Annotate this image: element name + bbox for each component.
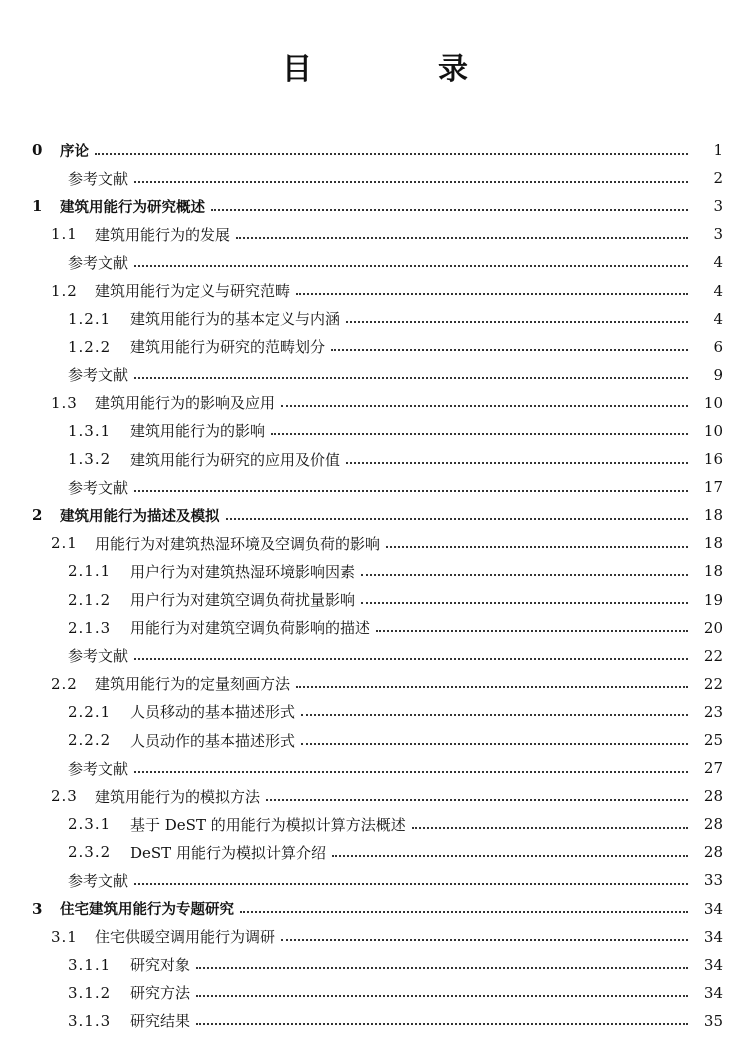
dot-leader: [196, 980, 688, 997]
toc-entry[interactable]: [0, 586, 750, 614]
toc-entry-number: 1.3.2: [68, 450, 112, 469]
toc-entry-label: 住宅供暖空调用能行为调研: [95, 928, 276, 947]
toc-entry[interactable]: [0, 810, 750, 838]
toc-entry-label: 参考文献: [68, 647, 129, 666]
dot-leader: [271, 418, 688, 435]
toc-entry-page-number: 4: [713, 309, 723, 328]
toc-entry-label: 用户行为对建筑空调负荷扰量影响: [130, 591, 356, 610]
toc-entry[interactable]: [0, 276, 750, 304]
toc-entry[interactable]: [0, 136, 750, 164]
toc-entry-page-number: 17: [703, 478, 723, 497]
toc-entry-number: 2.1.2: [68, 590, 112, 609]
toc-entry-label: 研究方法: [130, 984, 191, 1003]
toc-entry-number: 2.1: [51, 534, 78, 553]
toc-entry-label: 参考文献: [68, 759, 129, 778]
dot-leader: [134, 362, 688, 379]
toc-entry-number: 1.3.1: [68, 421, 112, 440]
toc-entry-number: 1.2.2: [68, 337, 112, 356]
toc-entry-page-number: 27: [703, 759, 723, 778]
toc-entry-label: 人员移动的基本描述形式: [130, 703, 296, 722]
toc-entry[interactable]: [0, 305, 750, 333]
toc-entry[interactable]: [0, 670, 750, 698]
toc-entry-label: 序论: [60, 143, 89, 160]
toc-entry[interactable]: [0, 333, 750, 361]
toc-entry-references[interactable]: [0, 248, 750, 276]
toc-entry-number: 2: [32, 506, 43, 525]
toc-entry-page-number: 23: [703, 702, 723, 721]
toc-entry-number: 3.1.2: [68, 983, 112, 1002]
toc-entry-references[interactable]: [0, 164, 750, 192]
toc-entry-label: 建筑用能行为的模拟方法: [95, 787, 261, 806]
toc-entry-label: 参考文献: [68, 253, 129, 272]
toc-entry-references[interactable]: [0, 754, 750, 782]
toc-entry-number: 1.3: [51, 393, 78, 412]
toc-entry[interactable]: [0, 445, 750, 473]
toc-entry[interactable]: [0, 529, 750, 557]
dot-leader: [236, 222, 688, 239]
toc-entry-page-number: 34: [703, 899, 723, 918]
toc-entry-number: 2.2.2: [68, 731, 112, 750]
dot-leader: [346, 447, 688, 464]
dot-leader: [296, 671, 688, 688]
toc-entry-page-number: 6: [713, 337, 723, 356]
toc-entry-label: 建筑用能行为定义与研究范畴: [95, 282, 291, 301]
toc-entry-label: 基于 DeST 的用能行为模拟计算方法概述: [130, 815, 406, 834]
toc-entry-number: 2.3: [51, 787, 78, 806]
toc-entry-page-number: 25: [703, 731, 723, 750]
toc-entry-page-number: 16: [703, 450, 723, 469]
toc-entry-page-number: 10: [703, 421, 723, 440]
dot-leader: [281, 924, 688, 941]
toc-entry[interactable]: [0, 557, 750, 585]
toc-entry-label: 建筑用能行为的影响及应用: [95, 394, 276, 413]
toc-entry-label: 建筑用能行为研究的应用及价值: [130, 450, 341, 469]
dot-leader: [386, 531, 688, 548]
dot-leader: [332, 840, 688, 857]
toc-entry-page-number: 3: [713, 197, 723, 216]
dot-leader: [196, 1008, 688, 1025]
toc-entry-number: 3.1.1: [68, 955, 112, 974]
dot-leader: [301, 728, 688, 745]
toc-entry-number: 2.1.3: [68, 618, 112, 637]
toc-entry-page-number: 20: [703, 618, 723, 637]
toc-entry-page-number: 28: [703, 843, 723, 862]
toc-entry[interactable]: [0, 417, 750, 445]
toc-entry[interactable]: [0, 951, 750, 979]
toc-entry[interactable]: [0, 895, 750, 923]
dot-leader: [134, 250, 688, 267]
toc-entry-label: 参考文献: [68, 478, 129, 497]
dot-leader: [331, 334, 688, 351]
toc-entry[interactable]: [0, 220, 750, 248]
toc-entry-page-number: 28: [703, 815, 723, 834]
toc-entry[interactable]: [0, 501, 750, 529]
toc-entry-label: 建筑用能行为研究概述: [60, 199, 205, 216]
dot-leader: [301, 699, 688, 716]
toc-entry-label: 住宅建筑用能行为专题研究: [60, 902, 234, 919]
toc-entry-page-number: 1: [713, 141, 723, 160]
toc-entry-page-number: 28: [703, 787, 723, 806]
toc-entry[interactable]: [0, 782, 750, 810]
toc-entry-label: DeST 用能行为模拟计算介绍: [130, 843, 326, 862]
toc-entry[interactable]: [0, 979, 750, 1007]
toc-entry-page-number: 22: [703, 646, 723, 665]
toc-entry-page-number: 34: [703, 927, 723, 946]
dot-leader: [134, 756, 688, 773]
toc-entry-number: 2.2.1: [68, 702, 112, 721]
toc-entry[interactable]: [0, 389, 750, 417]
toc-entry-page-number: 4: [713, 253, 723, 272]
toc-entry-label: 参考文献: [68, 169, 129, 188]
toc-entry[interactable]: [0, 1007, 750, 1035]
toc-entry-number: 1: [32, 197, 43, 216]
toc-entry-label: 建筑用能行为的定量刻画方法: [95, 675, 291, 694]
dot-leader: [376, 615, 688, 632]
dot-leader: [346, 306, 688, 323]
dot-leader: [95, 138, 688, 155]
toc-entry-number: 1.2.1: [68, 309, 112, 328]
dot-leader: [296, 278, 688, 295]
toc-entry-page-number: 19: [703, 590, 723, 609]
dot-leader: [412, 812, 688, 829]
dot-leader: [240, 896, 688, 913]
toc-entry-number: 2.3.2: [68, 843, 112, 862]
toc-entry-number: 1.1: [51, 225, 78, 244]
toc-entry-label: 人员动作的基本描述形式: [130, 731, 296, 750]
toc-entry-page-number: 33: [703, 871, 723, 890]
dot-leader: [226, 503, 689, 520]
toc-entry-number: 2.2: [51, 674, 78, 693]
toc-entry-page-number: 22: [703, 674, 723, 693]
toc-entry-number: 3: [32, 899, 43, 918]
toc-entry-page-number: 4: [713, 281, 723, 300]
toc-entry[interactable]: [0, 923, 750, 951]
dot-leader: [211, 194, 688, 211]
dot-leader: [361, 587, 688, 604]
toc-entry-page-number: 34: [703, 983, 723, 1002]
toc-entry[interactable]: [0, 614, 750, 642]
toc-entry-number: 0: [32, 141, 43, 160]
toc-entry-references[interactable]: [0, 642, 750, 670]
toc-entry-page-number: 9: [713, 365, 723, 384]
dot-leader: [134, 643, 688, 660]
toc-entry-page-number: 34: [703, 955, 723, 974]
toc-entry-label: 建筑用能行为研究的范畴划分: [130, 338, 326, 357]
dot-leader: [266, 784, 688, 801]
toc-entry-label: 参考文献: [68, 366, 129, 385]
toc-entry-label: 建筑用能行为描述及模拟: [60, 508, 220, 525]
toc-entry-page-number: 18: [703, 534, 723, 553]
table-of-contents: [0, 136, 750, 1035]
toc-entry-page-number: 18: [703, 562, 723, 581]
toc-entry-references[interactable]: [0, 361, 750, 389]
toc-entry-number: 2.1.1: [68, 562, 112, 581]
toc-entry-page-number: 3: [713, 225, 723, 244]
toc-entry-page-number: 10: [703, 393, 723, 412]
toc-entry-number: 1.2: [51, 281, 78, 300]
dot-leader: [134, 868, 688, 885]
toc-entry[interactable]: [0, 698, 750, 726]
toc-entry-number: 3.1: [51, 927, 78, 946]
toc-entry-number: 2.3.1: [68, 815, 112, 834]
toc-entry-label: 参考文献: [68, 871, 129, 890]
toc-entry-label: 研究结果: [130, 1012, 191, 1031]
toc-entry-page-number: 18: [703, 506, 723, 525]
toc-entry-label: 用户行为对建筑热湿环境影响因素: [130, 562, 356, 581]
dot-leader: [134, 475, 688, 492]
toc-entry-references[interactable]: [0, 866, 750, 894]
page-title: 目 录: [282, 52, 516, 87]
toc-entry-label: 用能行为对建筑热湿环境及空调负荷的影响: [95, 534, 381, 553]
toc-entry-label: 用能行为对建筑空调负荷影响的描述: [130, 619, 371, 638]
toc-entry[interactable]: [0, 726, 750, 754]
toc-entry-page-number: 35: [703, 1011, 723, 1030]
toc-entry-label: 建筑用能行为的发展: [95, 225, 231, 244]
toc-entry-page-number: 2: [713, 169, 723, 188]
toc-entry-references[interactable]: [0, 473, 750, 501]
dot-leader: [134, 166, 688, 183]
dot-leader: [361, 559, 688, 576]
dot-leader: [281, 390, 688, 407]
toc-entry-number: 3.1.3: [68, 1011, 112, 1030]
toc-entry-label: 建筑用能行为的影响: [130, 422, 266, 441]
dot-leader: [196, 952, 688, 969]
toc-entry-label: 建筑用能行为的基本定义与内涵: [130, 310, 341, 329]
toc-entry[interactable]: [0, 838, 750, 866]
toc-entry-label: 研究对象: [130, 956, 191, 975]
toc-entry[interactable]: [0, 192, 750, 220]
